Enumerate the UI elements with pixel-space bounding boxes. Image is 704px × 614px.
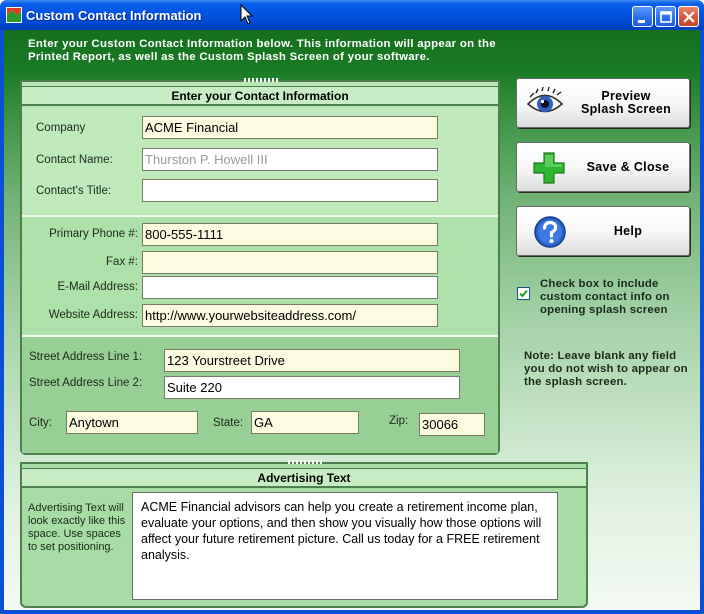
contact-title-field[interactable]	[142, 179, 438, 202]
advertising-text-area[interactable]: ACME Financial advisors can help you create a retirement income plan, evaluate your options, and then show you visually how those options will affect your future retirement picture. Call us today for a FREE retirement analysis.	[132, 492, 558, 600]
intro-text: Enter your Custom Contact Information below. This information will appear on the Printed Report, as well as the Custom Splash Screen of your software.	[28, 38, 496, 63]
advertising-panel	[20, 462, 588, 608]
street2-field[interactable]: Suite 220	[164, 376, 460, 399]
dialog-client-area	[4, 30, 700, 610]
checkmark-icon	[518, 288, 529, 299]
website-label: Website Address:	[48, 309, 138, 321]
advertising-panel-header: Advertising Text	[22, 468, 586, 488]
preview-label-line2: Splash Screen	[580, 102, 672, 116]
company-section	[22, 108, 498, 214]
city-label: City:	[29, 417, 52, 429]
close-icon	[679, 7, 700, 28]
phone-section	[22, 215, 498, 334]
preview-label-line1: Preview	[601, 89, 651, 103]
question-icon	[533, 215, 567, 249]
street1-field[interactable]: 123 Yourstreet Drive	[164, 349, 460, 372]
primary-phone-field[interactable]: 800-555-1111	[142, 223, 438, 246]
maximize-icon	[656, 7, 677, 28]
minimize-icon	[633, 7, 654, 28]
state-field[interactable]: GA	[251, 411, 359, 434]
company-label: Company	[36, 122, 86, 134]
street2-label: Street Address Line 2:	[29, 377, 143, 389]
contact-panel	[20, 80, 500, 455]
zip-label: Zip:	[389, 415, 409, 427]
city-field[interactable]: Anytown	[66, 411, 198, 434]
maximize-button[interactable]	[655, 6, 676, 27]
company-field[interactable]: ACME Financial	[142, 116, 438, 139]
state-label: State:	[213, 417, 244, 429]
minimize-button[interactable]	[632, 6, 653, 27]
contact-name-label: Contact Name:	[36, 154, 113, 166]
advertising-help-text: Advertising Text will look exactly like this space. Use spaces to set positioning.	[28, 502, 126, 553]
panel-grip	[244, 78, 278, 82]
save-close-button[interactable]	[516, 142, 690, 192]
preview-splash-button[interactable]	[516, 78, 690, 128]
primary-phone-label: Primary Phone #:	[49, 228, 138, 240]
contact-title-label: Contact's Title:	[36, 185, 112, 197]
include-contact-checkbox[interactable]	[517, 287, 530, 300]
fax-label: Fax #:	[106, 256, 138, 268]
title-bar[interactable]	[0, 0, 704, 30]
mouse-cursor-icon	[240, 4, 254, 26]
eye-icon	[525, 84, 565, 124]
fax-field[interactable]	[142, 251, 438, 274]
zip-field[interactable]: 30066	[419, 413, 485, 436]
street1-label: Street Address Line 1:	[29, 351, 143, 363]
panel-grip	[288, 460, 322, 464]
note-text: Note: Leave blank any field you do not wish to appear on the splash screen.	[524, 350, 688, 388]
help-label: Help	[613, 224, 643, 238]
app-icon	[6, 7, 22, 23]
window-title: Custom Contact Information	[26, 8, 202, 23]
contact-name-field[interactable]: Thurston P. Howell III	[142, 148, 438, 171]
close-button[interactable]	[678, 6, 699, 27]
address-section	[22, 335, 498, 453]
email-field[interactable]	[142, 276, 438, 299]
save-close-label: Save & Close	[586, 160, 670, 174]
include-contact-label[interactable]: Check box to include custom contact info on opening splash screen	[540, 278, 670, 316]
website-field[interactable]: http://www.yourwebsiteaddress.com/	[142, 304, 438, 327]
plus-icon	[531, 150, 567, 186]
contact-panel-header: Enter your Contact Information	[22, 86, 498, 106]
email-label: E-Mail Address:	[57, 281, 138, 293]
help-button[interactable]	[516, 206, 690, 256]
